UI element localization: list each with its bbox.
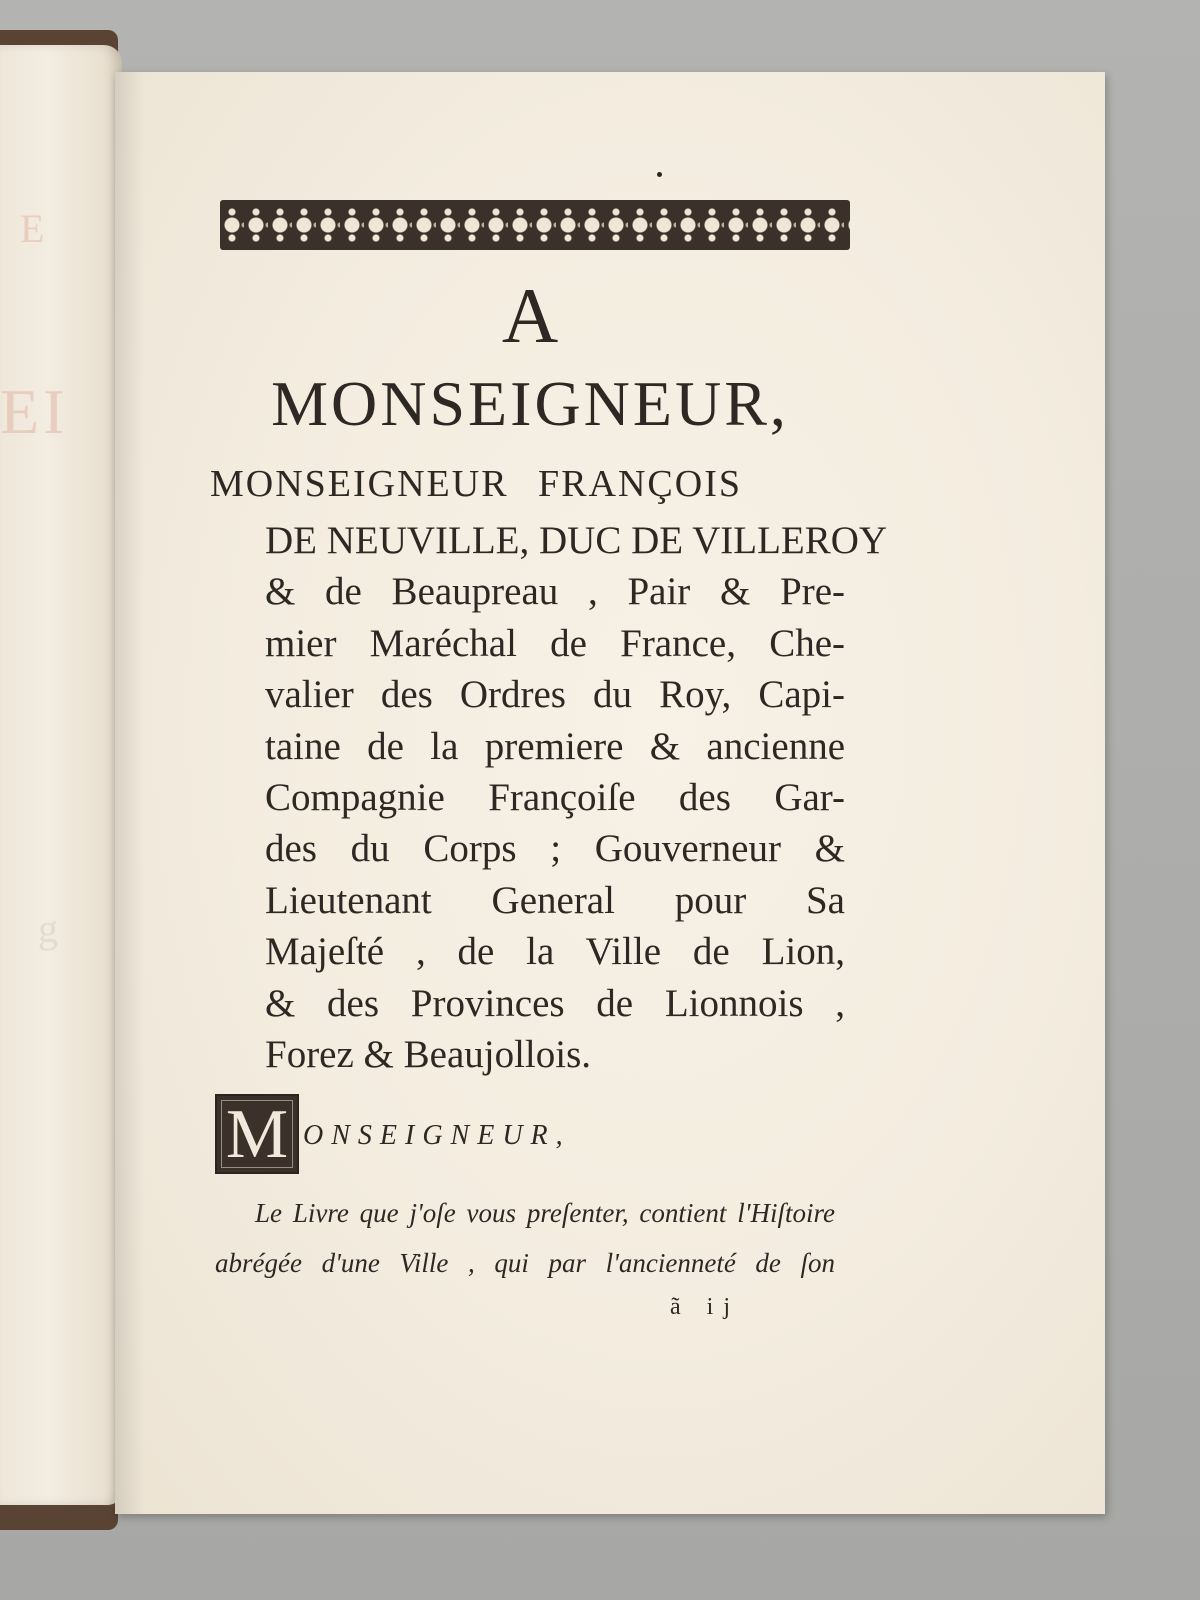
title-line: Forez & Beaujollois. [265, 1032, 592, 1076]
title-line: Compagnie Françoiſe des Gar- [265, 775, 845, 819]
dedication-subheading: MONSEIGNEUR FRANÇOIS [210, 463, 742, 505]
facing-page-bleed-letter: g [38, 906, 58, 951]
title-line: taine de la premiere & ancienne [265, 724, 845, 768]
facing-page [0, 45, 122, 1505]
dedicatee-titles [265, 515, 888, 1080]
facing-page-bleed-letter: EI [0, 376, 69, 447]
title-line: mier Maréchal de France, Che- [265, 621, 845, 665]
title-line: Lieutenant General pour Sa [265, 878, 845, 922]
title-line: valier des Ordres du Roy, Capi- [265, 673, 845, 717]
facing-page-bleed-letter: E [20, 206, 45, 251]
book-page [115, 72, 1105, 1514]
title-line: & des Provinces de Lionnois , [265, 981, 845, 1025]
ornamental-headband [220, 200, 850, 250]
title-line: & de Beaupreau , Pair & Pre- [265, 570, 845, 614]
title-line: des du Corps ; Gouverneur & [265, 827, 845, 871]
decorated-initial: M [215, 1094, 299, 1174]
title-line: DE NEUVILLE, DUC DE VILLEROY [265, 519, 888, 562]
title-line: Majeſté , de la Ville de Lion, [265, 930, 845, 974]
signature-mark: ã ij [670, 1294, 740, 1320]
ink-speck [657, 172, 662, 177]
letter-text-line: abrégée d'une Ville , qui par l'ancienneté de ſon [215, 1248, 835, 1278]
dedication-heading: MONSEIGNEUR, [271, 368, 789, 439]
letter-text-line: Le Livre que j'oſe vous preſenter, contient l'Hiſtoire [255, 1198, 835, 1228]
salutation-text: ONSEIGNEUR, [303, 1120, 571, 1151]
dedication-a: A [501, 272, 559, 359]
